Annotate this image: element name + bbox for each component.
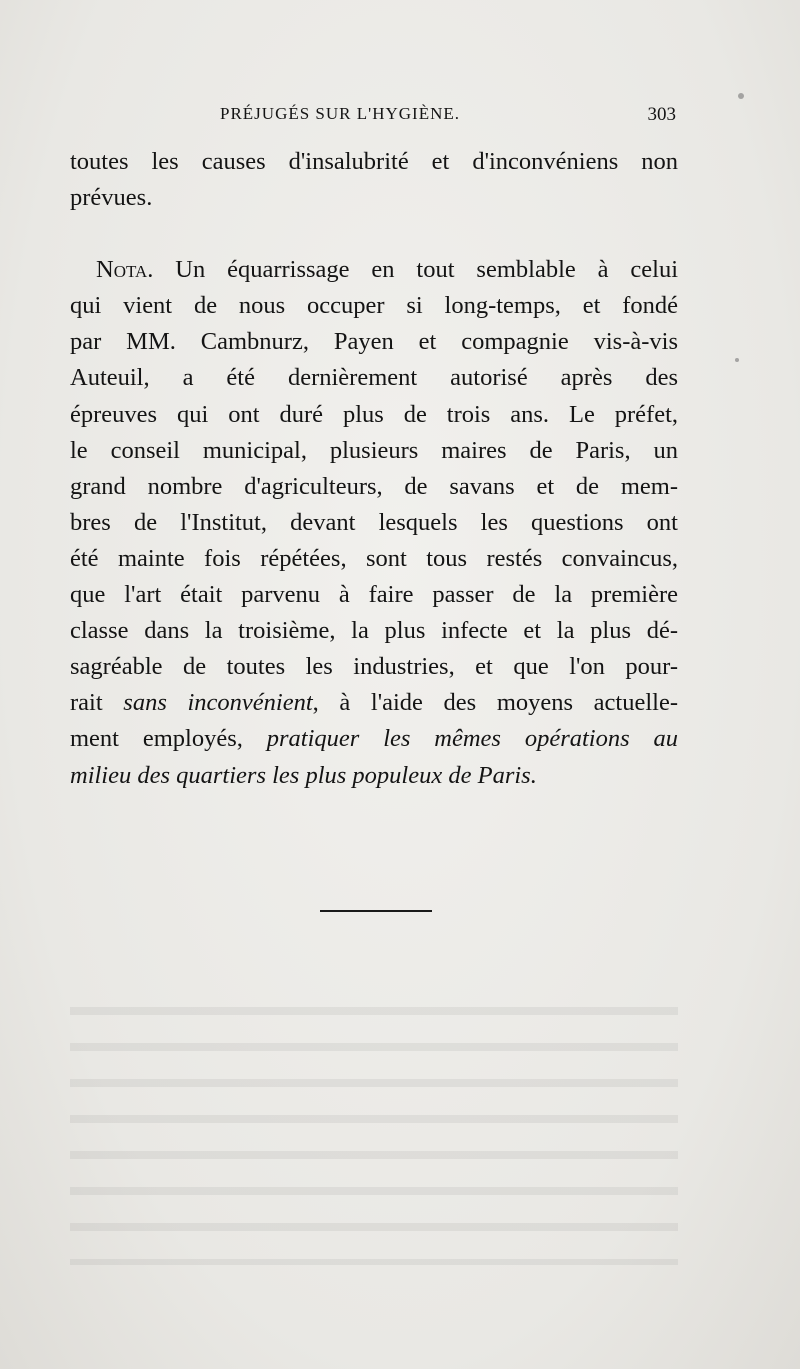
text-line: toutes les causes d'insalubrité et d'inconvéniens non bbox=[70, 148, 678, 175]
section-rule bbox=[320, 910, 432, 912]
text-line: épreuves qui ont duré plus de trois ans. Le préfet, bbox=[70, 400, 678, 428]
text-fragment: Un équarrissage en tout semblable à celui bbox=[153, 256, 678, 284]
ink-spot bbox=[738, 93, 744, 99]
text-line: sagréable de toutes les industries, et que l'on pour- bbox=[70, 653, 678, 681]
text-fragment: ment employés, bbox=[70, 725, 267, 753]
paragraph-gap bbox=[70, 216, 678, 252]
text-line: le conseil municipal, plusieurs maires de Paris, un bbox=[70, 436, 678, 464]
text-line: par MM. Cambnurz, Payen et compagnie vis-à-vis bbox=[70, 328, 678, 356]
text-line bbox=[70, 685, 678, 721]
running-title: PRÉJUGÉS SUR L'HYGIÈNE. bbox=[220, 104, 460, 123]
text-line bbox=[70, 721, 678, 757]
italic-fragment: pratiquer les mêmes opérations au bbox=[266, 725, 679, 753]
show-through-texture bbox=[70, 985, 678, 1265]
text-line-nota bbox=[70, 252, 678, 288]
text-fragment: , à l'aide des moyens actuelle- bbox=[312, 689, 678, 717]
italic-fragment: milieu des quartiers les plus populeux de Paris. bbox=[70, 761, 537, 789]
text-line: été mainte fois répétées, sont tous restés convaincus, bbox=[70, 544, 678, 572]
text-line: prévues. bbox=[70, 184, 153, 212]
text-line: bres de l'Institut, devant lesquels les questions ont bbox=[70, 508, 678, 536]
text-line: grand nombre d'agriculteurs, de savans et de mem- bbox=[70, 472, 678, 500]
running-head bbox=[70, 104, 678, 134]
page-number: 303 bbox=[647, 104, 676, 125]
text-fragment: rait bbox=[70, 689, 124, 717]
text-line: que l'art était parvenu à faire passer de la première bbox=[70, 581, 678, 609]
text-line: classe dans la troisième, la plus infecte et la plus dé- bbox=[70, 617, 678, 645]
text-line bbox=[70, 758, 678, 794]
nota-label: Nota. bbox=[96, 256, 154, 284]
text-line: qui vient de nous occuper si long-temps, et fondé bbox=[70, 292, 678, 320]
italic-fragment: sans inconvénient bbox=[123, 689, 313, 717]
ink-spot bbox=[735, 358, 739, 362]
body-text bbox=[70, 144, 678, 794]
text-line: Auteuil, a été dernièrement autorisé après des bbox=[70, 364, 678, 392]
